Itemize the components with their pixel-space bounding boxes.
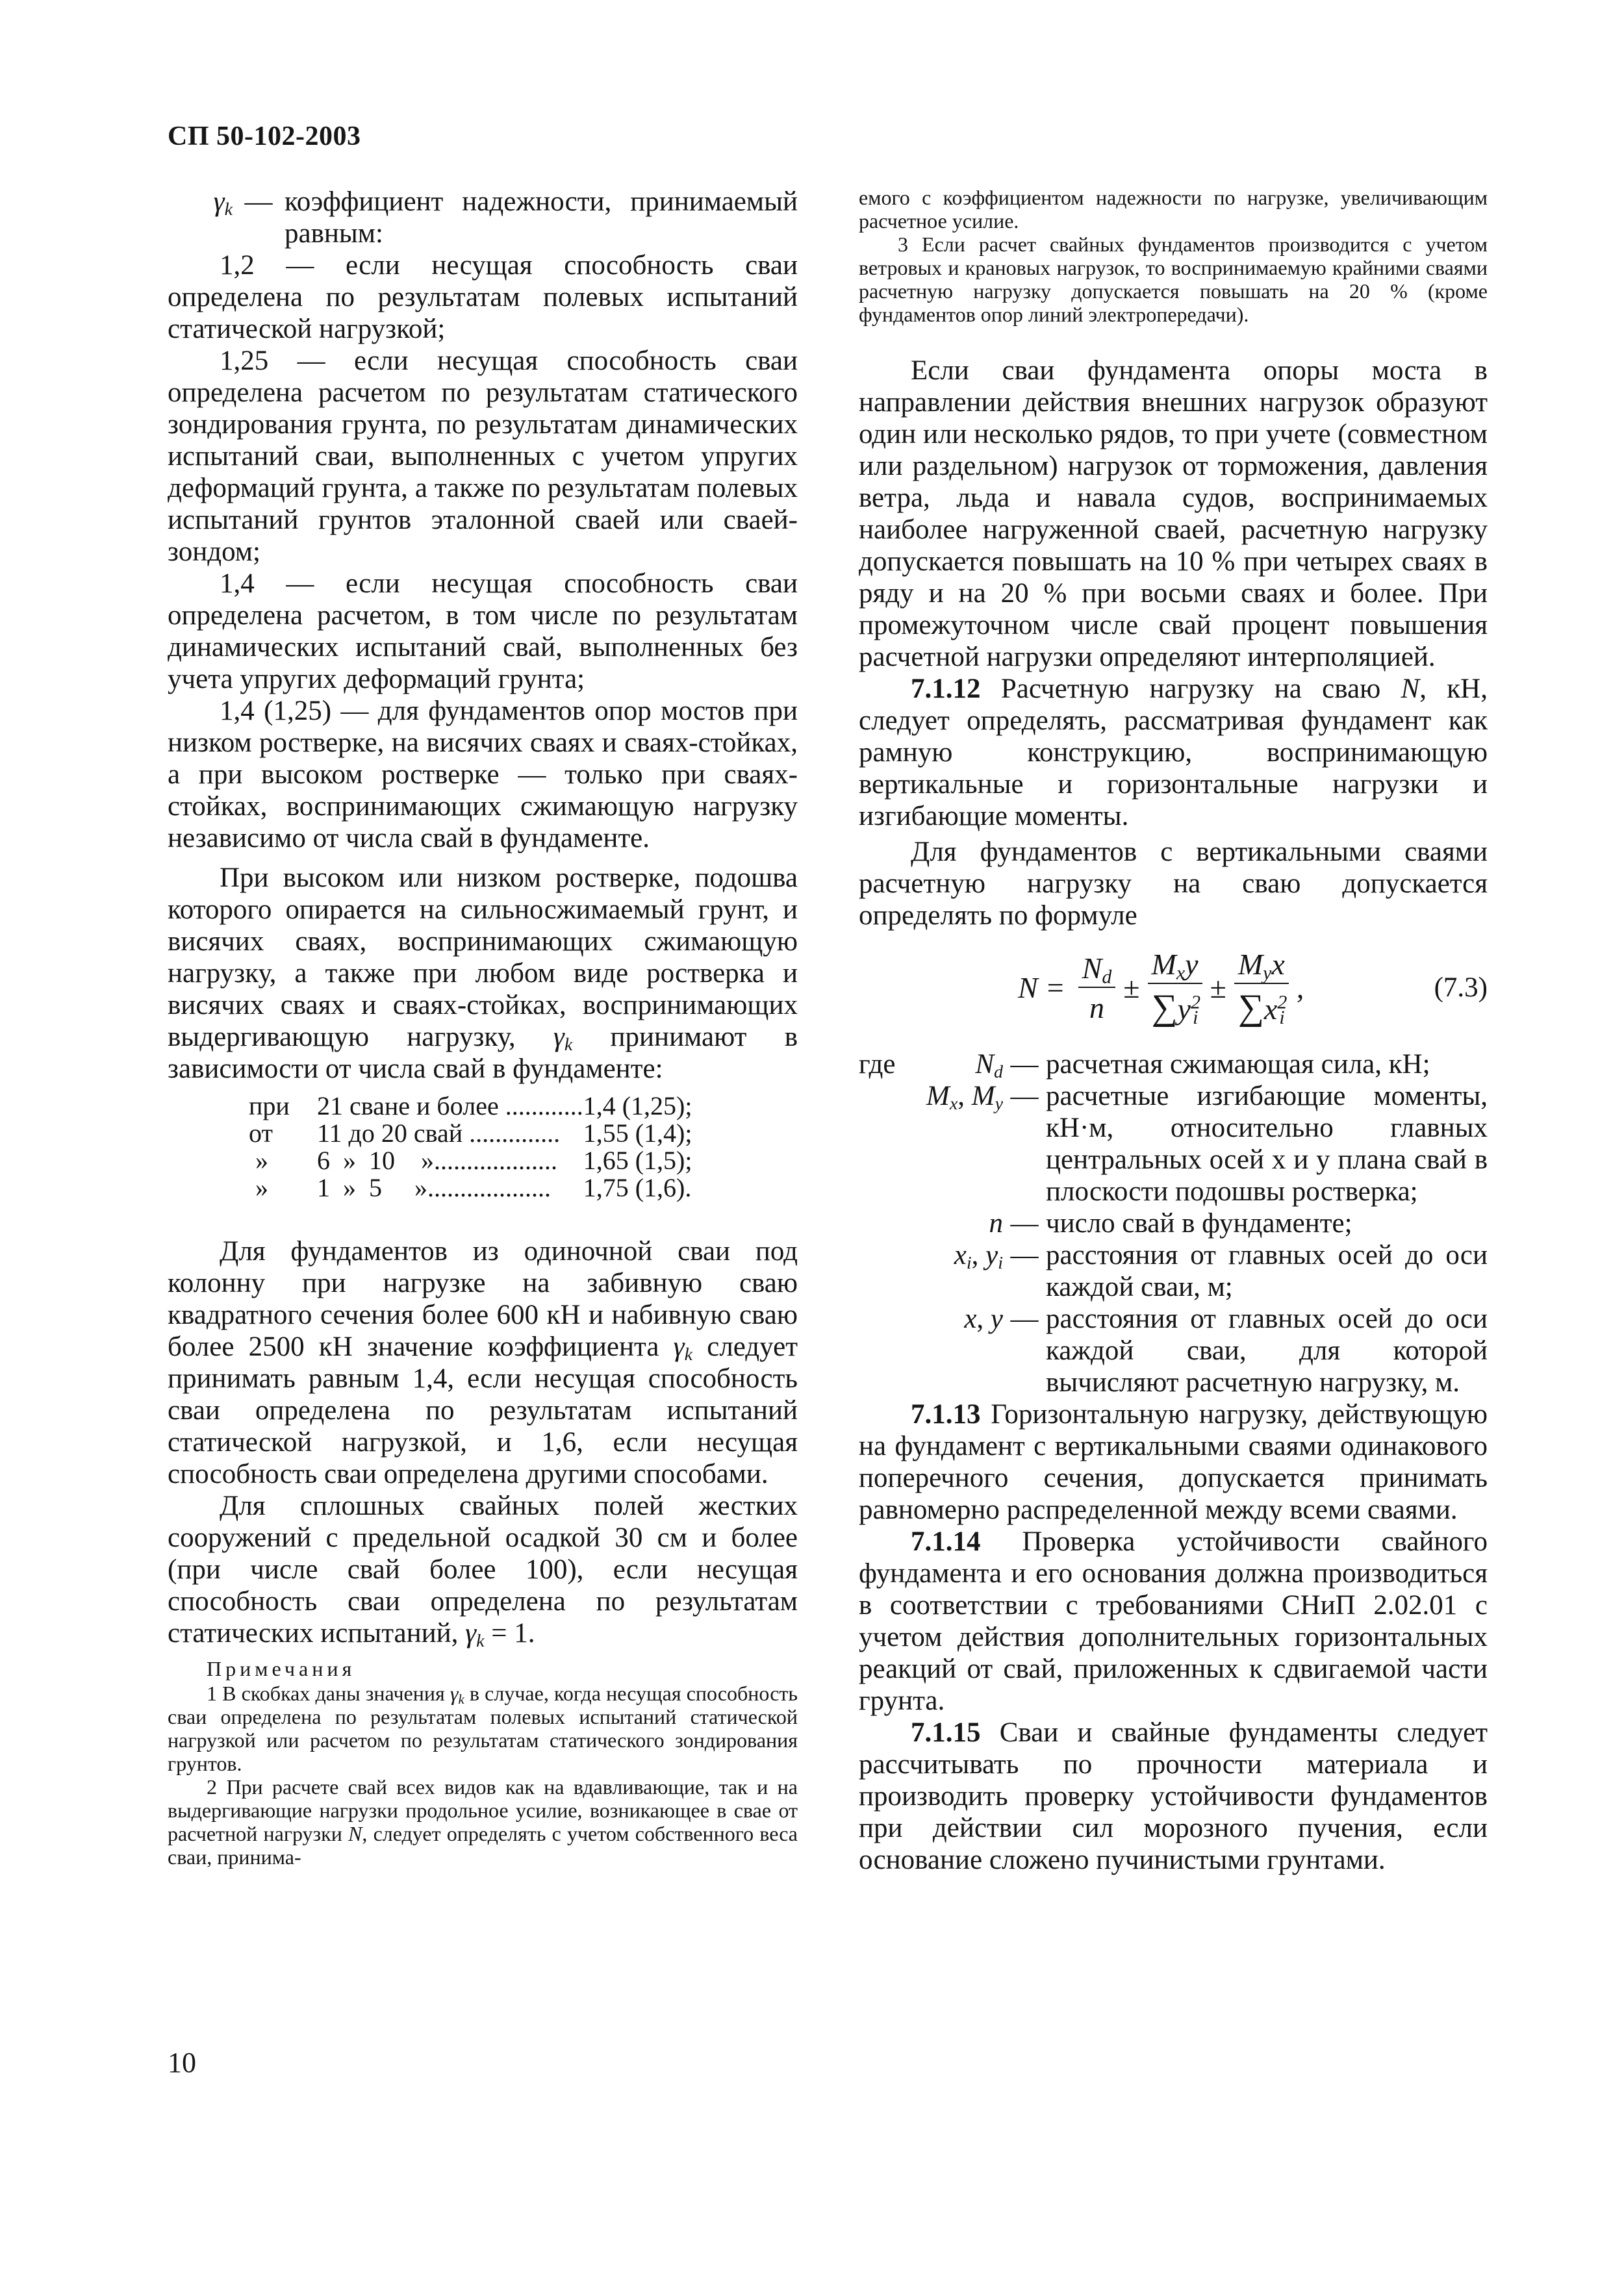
table-cell: 1,65 (1,5);: [583, 1146, 692, 1175]
paragraph: 1,2 — если несущая способность сваи определена по результатам полевых испытаний статической нагрузкой;: [168, 250, 798, 344]
definition-dash: —: [244, 186, 273, 217]
table-cell: »: [255, 1146, 268, 1175]
formula-definitions: [859, 1048, 1488, 1398]
paragraph: Для фундаментов из одиночной сваи под колонну при нагрузке на забивную сваю квадратного сечения более 600 кН и набивную сваю более 2500 кН значение коэффициента $\gamma_k$ следует принимать равным 1,4, если несущая способность сваи определена по результатам испытаний статической нагрузкой, и 1,6, если несущая способность сваи определена другими способами.: [168, 1236, 798, 1489]
paragraph: Для сплошных свайных полей жестких сооружений с предельной осадкой 30 см и более (при числе свай более 100), если несущая способность сваи определена по результатам статических испытаний, $\gamma_k = 1$.: [168, 1491, 798, 1651]
paragraph: 7.1.13 Горизонтальную нагрузку, действующую на фундамент с вертикальными сваями одинакового поперечного сечения, допускается принимать равномерно распределенной между всеми сваями.: [859, 1399, 1488, 1525]
right-column: [859, 186, 1488, 1876]
note: 1 В скобках даны значения $\gamma_k$ в случае, когда несущая способность сваи определена по результатам полевых испытаний статической нагрузкой или расчетом по результатам статического зондирования грунтов.: [168, 1682, 798, 1775]
fraction: $\frac{M_xy}{\sum y^2_i}$: [1148, 947, 1202, 1028]
note: 3 Если расчет свайных фундаментов производится с учетом ветровых и крановых нагрузок, то воспринимаемую крайними сваями расчетную нагрузку допускается повышать на 20 % (кроме фундаментов опор линий электропередачи).: [859, 233, 1488, 326]
page-number: 10: [168, 2047, 196, 2079]
paragraph: 7.1.15 Сваи и свайные фундаменты следует рассчитывать по прочности материала и производить проверку устойчивости фундаментов при действии сил морозного пучения, если основание сложено пучинистыми грунтами.: [859, 1717, 1488, 1875]
definition-text: расчетная сжимающая сила, кН;: [1046, 1049, 1430, 1080]
notes-title: Примечания: [207, 1657, 356, 1680]
table-cell: »: [255, 1173, 268, 1202]
definition-dash: —: [1010, 1049, 1039, 1080]
document-code: СП 50-102-2003: [168, 121, 361, 151]
paragraph: Для фундаментов с вертикальными сваями расчетную нагрузку на сваю допускается определять по формуле: [859, 837, 1488, 931]
definition-symbol: $N_d$: [975, 1049, 1003, 1082]
table-cell: 1,55 (1,4);: [583, 1118, 692, 1148]
notes: [168, 1657, 798, 1869]
definition-text: число свай в фундаменте;: [1046, 1208, 1352, 1239]
table-cell: 21 сване и более ............: [317, 1091, 583, 1120]
definition-row: [859, 1080, 1488, 1207]
definition-text: расстояния от главных осей до оси каждой сваи, для которой вычисляют расчетную нагрузку, м.: [1046, 1304, 1488, 1398]
table-row: [249, 1174, 692, 1202]
table-cell: от: [249, 1118, 273, 1148]
formula-number: (7.3): [1434, 972, 1488, 1003]
definition-row: [168, 186, 798, 249]
table-row: [249, 1093, 692, 1120]
where-word: где: [859, 1049, 896, 1080]
paragraph: При высоком или низком ростверке, подошва которого опирается на сильносжимаемый грунт, и висячих сваях, воспринимающих сжимающую нагрузку, а также при любом виде ростверка и висячих сваях и сваях-стойках, воспринимающих выдергивающую нагрузку, $\gamma_k$ принимают в зависимости от числа свай в фундаменте:: [168, 863, 798, 1084]
table-cell: 1 » 5 »...................: [317, 1173, 551, 1202]
fraction: $\frac{N_d}{n}$: [1078, 951, 1116, 1025]
table-cell: при: [249, 1091, 290, 1120]
note-continuation: емого с коэффициентом надежности по нагрузке, увеличивающим расчетное усилие.: [859, 186, 1488, 233]
definition-symbol: x, y: [964, 1304, 1003, 1334]
section-number: 7.1.12: [911, 674, 981, 704]
paragraph: 7.1.12 Расчетную нагрузку на сваю N, кН, следует определять, рассматривая фундамент как рамную конструкцию, воспринимающую вертикальные и горизонтальные нагрузки и изгибающие моменты.: [859, 674, 1488, 831]
definition-row: [859, 1239, 1488, 1303]
paragraph: 1,4 — если несущая способность сваи определена расчетом, в том числе по результатам динамических испытаний свай, выполненных без учета упругих деформаций грунта;: [168, 568, 798, 694]
definition-symbol: $M_x$, $M_y$: [926, 1081, 1003, 1114]
definition-row: [859, 1207, 1488, 1239]
fraction: $\frac{M_yx}{\sum x^2_i}$: [1234, 947, 1289, 1028]
definition-text: расстояния от главных осей до оси каждой сваи, м;: [1046, 1240, 1488, 1302]
table-row: [249, 1147, 692, 1174]
definition-dash: —: [1010, 1081, 1039, 1111]
table-row: [249, 1120, 692, 1147]
formula-body: N = $\frac{N_d}{n}$ ± $\frac{M_xy}{\sum y^2_i}$ ± $\frac{M_yx}{\sum x^2_i}$ ,: [1018, 948, 1304, 1029]
paragraph: Если сваи фундамента опоры моста в направлении действия внешних нагрузок образуют один или несколько рядов, то при учете (совместном или раздельном) нагрузок от торможения, давления ветра, льда и навала судов, воспринимаемых наиболее нагруженной сваей, расчетную нагрузку допускается повышать на 10 % при четырех сваях в ряду и на 20 % при восьми сваях и более. При промежуточном числе свай процент повышения расчетной нагрузки определяют интерполяцией.: [859, 355, 1488, 672]
definition-dash: —: [1010, 1304, 1039, 1334]
table-cell: 11 до 20 свай ..............: [317, 1118, 561, 1148]
definition-symbol: n: [989, 1208, 1003, 1239]
table-cell: 1,4 (1,25);: [583, 1091, 692, 1120]
definition-row: [859, 1048, 1488, 1080]
definition-text: расчетные изгибающие моменты, кН·м, относительно главных центральных осей x и y плана свай в плоскости подошвы ростверка;: [1046, 1081, 1488, 1207]
paragraph: 7.1.14 Проверка устойчивости свайного фундамента и его основания должна производиться в соответствии с требованиями СНиП 2.02.01 с учетом действия дополнительных горизонтальных реакций от свай, приложенных к сдвигаемой части грунта.: [859, 1526, 1488, 1716]
table-cell: 6 » 10 »...................: [317, 1146, 557, 1175]
coefficient-table: [249, 1093, 692, 1202]
paragraph: 1,25 — если несущая способность сваи определена расчетом по результатам статического зондирования грунта, по результатам динамических испытаний сваи, выполненных с учетом упругих деформаций грунта, а также по результатам полевых испытаний грунтов эталонной сваей или сваей-зондом;: [168, 346, 798, 567]
definition-text: коэффициент надежности, принимаемый равным:: [285, 186, 798, 249]
definition-symbol: $x_i$, $y_i$: [954, 1240, 1003, 1273]
notes-continued: [859, 186, 1488, 326]
section-number: 7.1.14: [911, 1526, 981, 1557]
definition-dash: —: [1010, 1240, 1039, 1270]
note: 2 При расчете свай всех видов как на вдавливающие, так и на выдергивающие нагрузки продольное усилие, возникающее в свае от расчетной нагрузки N, следует определять с учетом собственного веса сваи, принима-: [168, 1775, 798, 1869]
definition-row: [859, 1303, 1488, 1398]
gamma-k-definition: [168, 186, 798, 249]
formula-7-3: [859, 942, 1488, 1039]
definition-dash: —: [1010, 1208, 1039, 1239]
section-number: 7.1.13: [911, 1399, 981, 1430]
left-column: [168, 186, 798, 1869]
paragraph: 1,4 (1,25) — для фундаментов опор мостов при низком ростверке, на висячих сваях и сваях-стойках, а при высоком ростверке — только при сваях-стойках, воспринимающих сжимающую нагрузку независимо от числа свай в фундаменте.: [168, 696, 798, 853]
definition-symbol: $\gamma_k$: [213, 186, 233, 220]
section-number: 7.1.15: [911, 1717, 981, 1748]
table-cell: 1,75 (1,6).: [583, 1173, 692, 1202]
